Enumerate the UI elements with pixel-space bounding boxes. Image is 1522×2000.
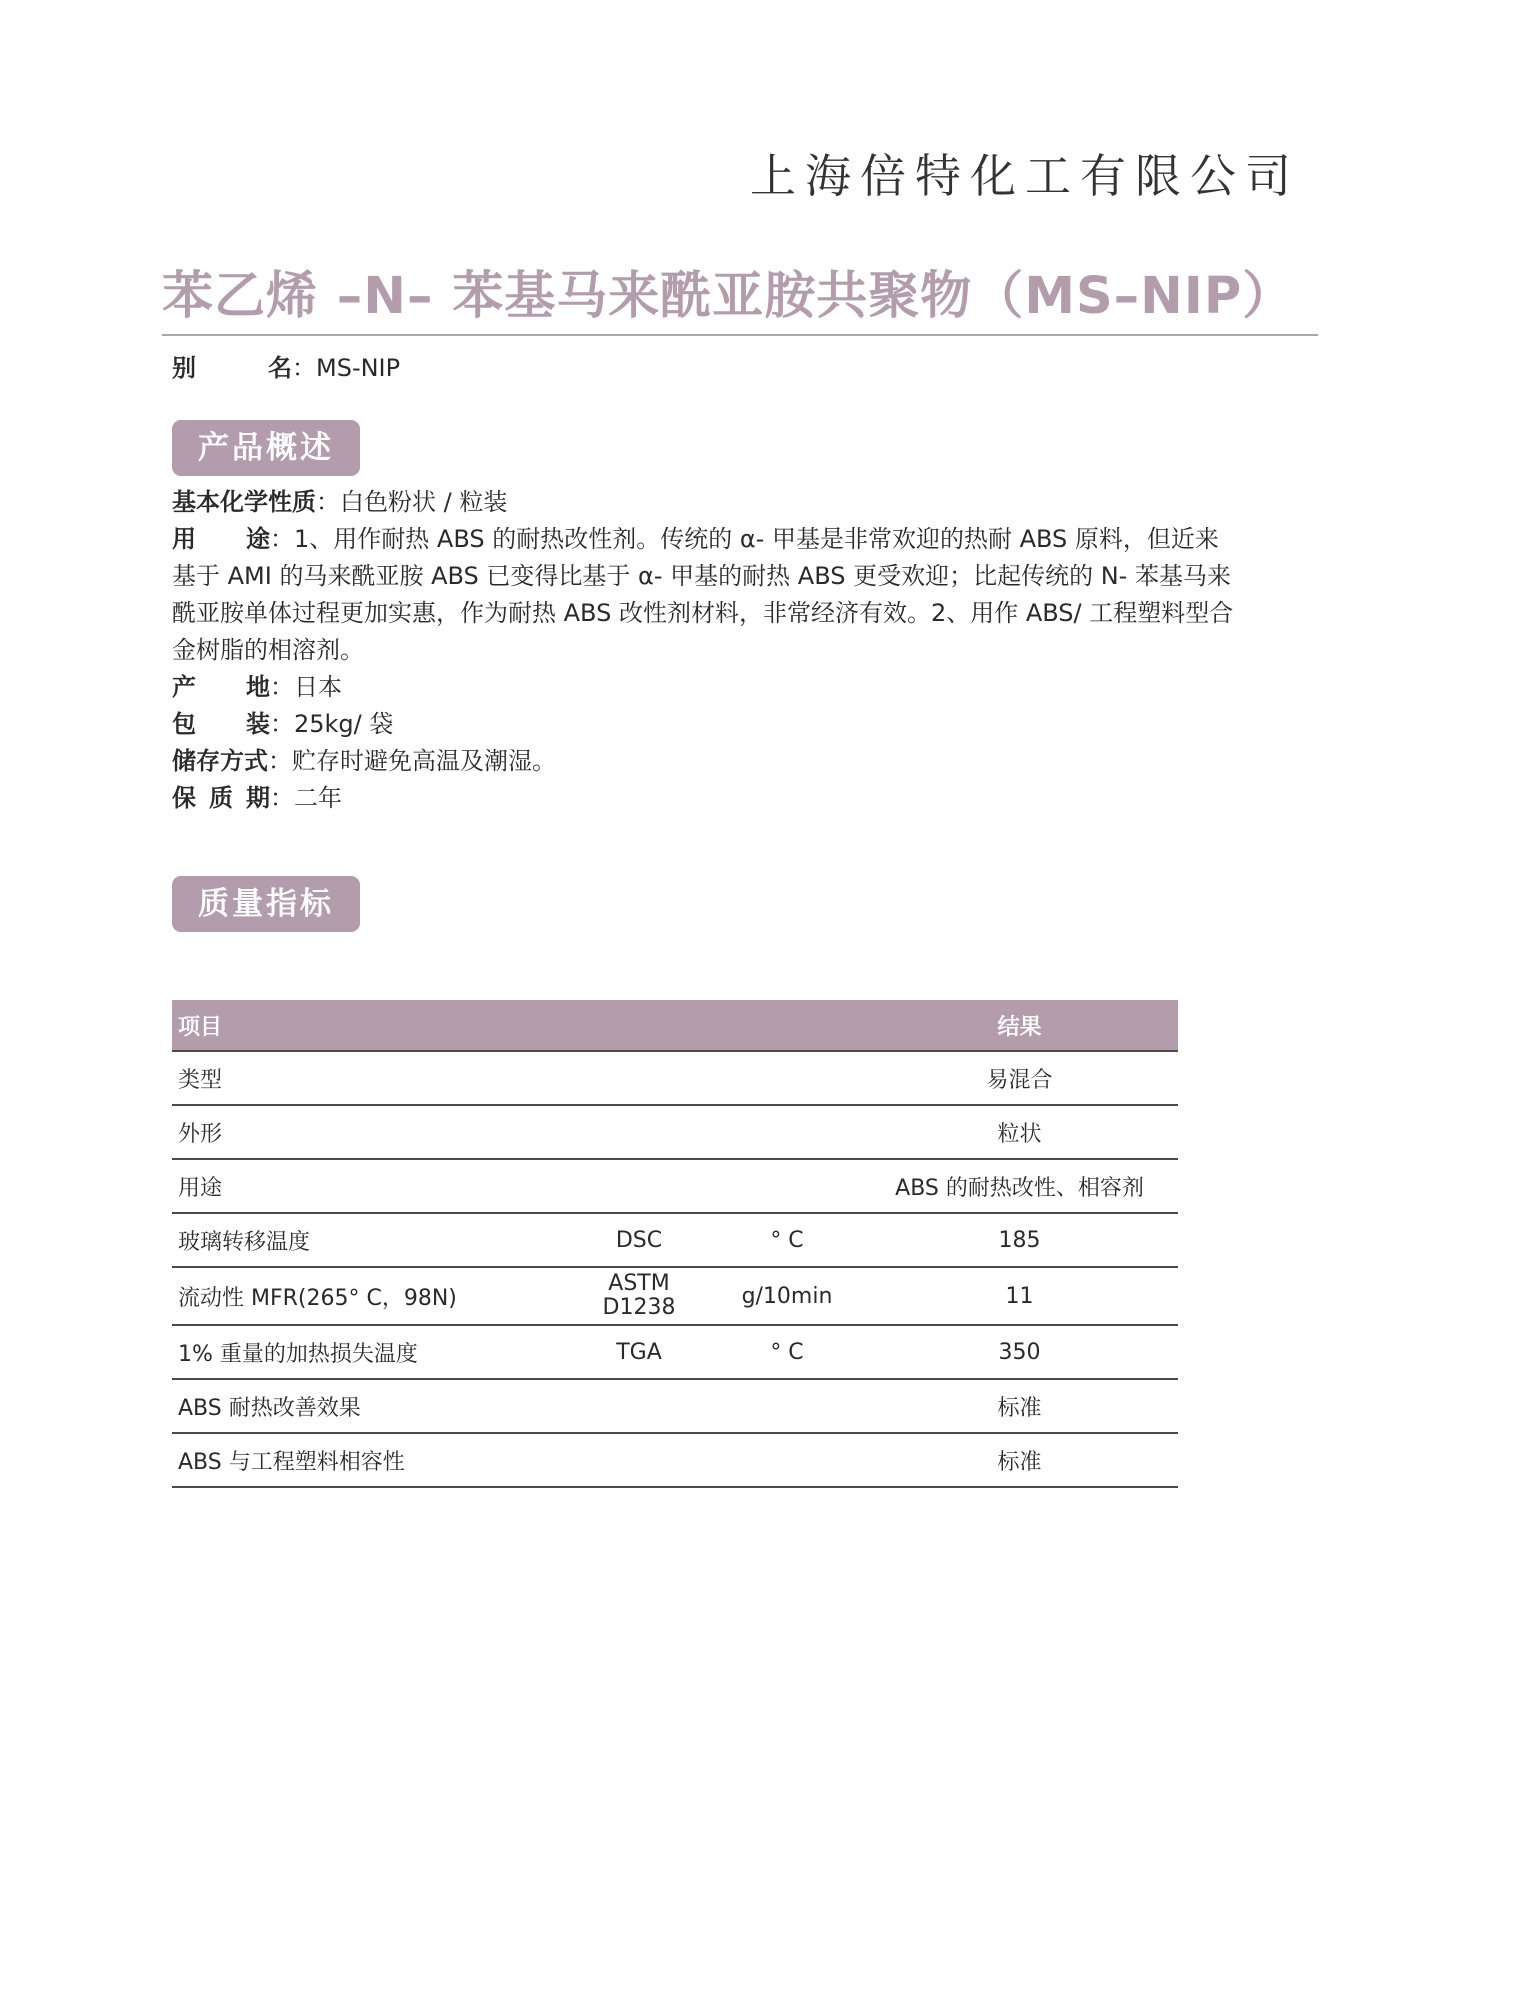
cell-method: DSC bbox=[565, 1213, 713, 1267]
cell-unit bbox=[713, 1379, 861, 1433]
cell-result: 粒状 bbox=[861, 1105, 1178, 1159]
origin-label: 产地 bbox=[172, 673, 270, 701]
storage-label: 储存方式 bbox=[172, 747, 268, 775]
section-badge-quality: 质量指标 bbox=[172, 876, 360, 932]
table-row bbox=[172, 1379, 1178, 1433]
cell-item: 1% 重量的加热损失温度 bbox=[172, 1325, 565, 1379]
cell-result: 350 bbox=[861, 1325, 1178, 1379]
cell-item: 类型 bbox=[172, 1051, 565, 1105]
cell-unit bbox=[713, 1159, 861, 1213]
overview-block bbox=[172, 484, 1240, 817]
shelf-life-row bbox=[172, 780, 1240, 817]
cell-result: 11 bbox=[861, 1267, 1178, 1325]
header-blank-method bbox=[565, 1000, 713, 1051]
company-name: 上海倍特化工有限公司 bbox=[750, 149, 1300, 203]
cell-method bbox=[565, 1159, 713, 1213]
cell-unit bbox=[713, 1433, 861, 1487]
cell-item: 用途 bbox=[172, 1159, 565, 1213]
basic-property-value: ：白色粉状 / 粒装 bbox=[316, 488, 508, 516]
table-row bbox=[172, 1105, 1178, 1159]
use-value: ：1、用作耐热 ABS 的耐热改性剂。传统的 α- 甲基是非常欢迎的热耐 ABS 原料，但近来基于 AMI 的马来酰亚胺 ABS 已变得比基于 α- 甲基的耐热 ABS 更受欢迎；比起传统的 N- 苯基马来酰亚胺单体过程更加实惠，作为耐热 ABS 改性剂材料，非常经济有效。2、用作 ABS/ 工程塑料型合金树脂的相溶剂。 bbox=[172, 525, 1234, 664]
cell-method bbox=[565, 1379, 713, 1433]
cell-unit: g/10min bbox=[713, 1267, 861, 1325]
alias-line bbox=[172, 348, 400, 383]
cell-item: 流动性 MFR(265° C，98N) bbox=[172, 1267, 565, 1325]
cell-unit bbox=[713, 1051, 861, 1105]
cell-unit: ° C bbox=[713, 1325, 861, 1379]
cell-result: ABS 的耐热改性、相容剂 bbox=[861, 1159, 1178, 1213]
basic-property-row bbox=[172, 484, 1240, 521]
origin-row bbox=[172, 669, 1240, 706]
cell-method-line2: D1238 bbox=[602, 1295, 676, 1320]
title-divider bbox=[162, 334, 1318, 336]
cell-item: 外形 bbox=[172, 1105, 565, 1159]
cell-result: 标准 bbox=[861, 1433, 1178, 1487]
shelf-life-value: ：二年 bbox=[270, 784, 342, 812]
cell-method bbox=[565, 1267, 713, 1325]
packaging-label: 包装 bbox=[172, 710, 270, 738]
use-row bbox=[172, 521, 1240, 669]
header-item: 项目 bbox=[172, 1000, 565, 1051]
cell-item: ABS 与工程塑料相容性 bbox=[172, 1433, 565, 1487]
cell-method bbox=[565, 1105, 713, 1159]
cell-method bbox=[565, 1051, 713, 1105]
cell-result: 易混合 bbox=[861, 1051, 1178, 1105]
product-title: 苯乙烯 –N– 苯基马来酰亚胺共聚物（MS–NIP） bbox=[162, 267, 1295, 326]
packaging-value: ：25kg/ 袋 bbox=[270, 710, 394, 738]
table-row bbox=[172, 1325, 1178, 1379]
cell-item: 玻璃转移温度 bbox=[172, 1213, 565, 1267]
cell-result: 标准 bbox=[861, 1379, 1178, 1433]
cell-unit bbox=[713, 1105, 861, 1159]
cell-method bbox=[565, 1433, 713, 1487]
cell-method-line1: ASTM bbox=[608, 1271, 670, 1296]
table-row bbox=[172, 1051, 1178, 1105]
shelf-life-label: 保质期 bbox=[172, 784, 270, 812]
packaging-row bbox=[172, 706, 1240, 743]
table-row bbox=[172, 1213, 1178, 1267]
table-row bbox=[172, 1159, 1178, 1213]
alias-label: 别名 bbox=[172, 354, 292, 382]
cell-result: 185 bbox=[861, 1213, 1178, 1267]
header-blank-unit bbox=[713, 1000, 861, 1051]
storage-value: ：贮存时避免高温及潮湿。 bbox=[268, 747, 556, 775]
basic-property-label: 基本化学性质 bbox=[172, 488, 316, 516]
cell-item: ABS 耐热改善效果 bbox=[172, 1379, 565, 1433]
use-label: 用途 bbox=[172, 525, 270, 553]
section-badge-overview: 产品概述 bbox=[172, 420, 360, 476]
cell-method: TGA bbox=[565, 1325, 713, 1379]
quality-spec-table bbox=[172, 1000, 1178, 1488]
cell-unit: ° C bbox=[713, 1213, 861, 1267]
origin-value: ：日本 bbox=[270, 673, 342, 701]
table-row bbox=[172, 1433, 1178, 1487]
header-result: 结果 bbox=[861, 1000, 1178, 1051]
table-row bbox=[172, 1267, 1178, 1325]
alias-value: ：MS-NIP bbox=[292, 354, 401, 382]
table-header-row bbox=[172, 1000, 1178, 1051]
storage-row bbox=[172, 743, 1240, 780]
